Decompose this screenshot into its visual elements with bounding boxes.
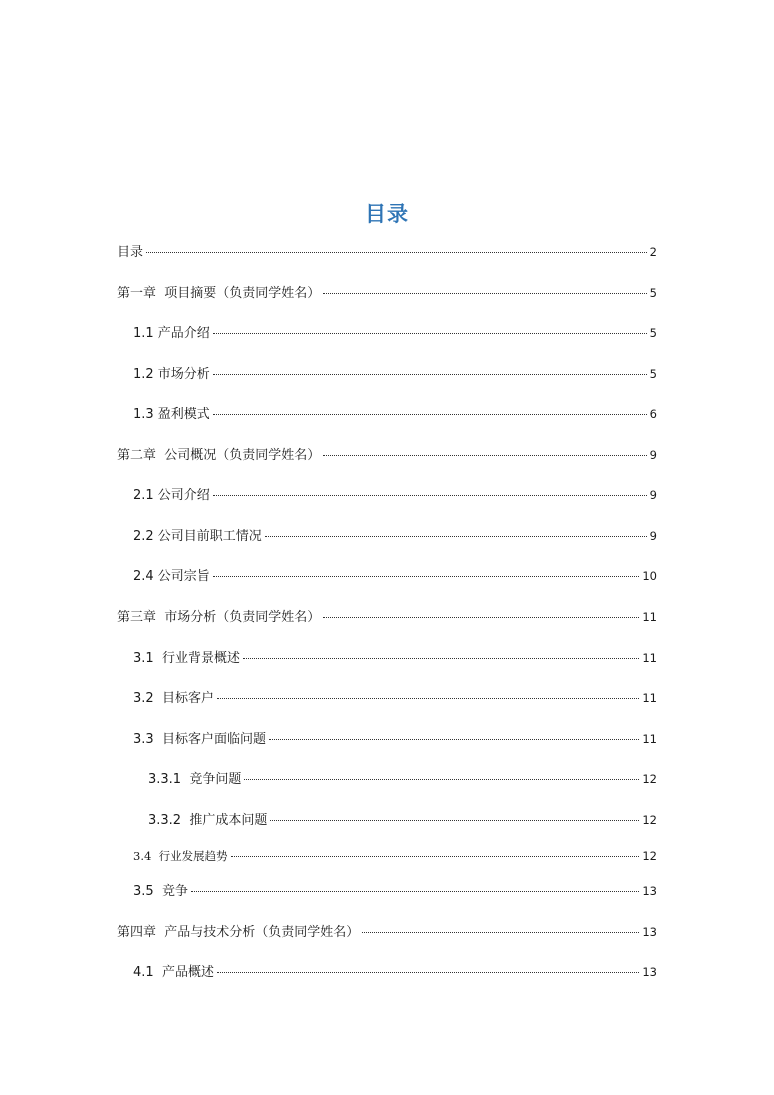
toc-entry-toc[interactable] xyxy=(117,243,657,261)
dot-leader xyxy=(217,972,639,973)
toc-entry-page: 10 xyxy=(642,569,657,583)
dot-leader xyxy=(191,891,639,892)
toc-entry-label: 3.1 行业背景概述 xyxy=(133,651,240,666)
toc-entry-section-1-1[interactable] xyxy=(133,324,657,342)
toc-entry-page: 5 xyxy=(649,286,657,300)
toc-entry-label: 1.3 盈利模式 xyxy=(133,407,210,422)
toc-entry-section-3-4[interactable] xyxy=(133,847,657,865)
toc-entry-section-1-2[interactable] xyxy=(133,365,657,383)
toc-entry-page: 2 xyxy=(649,245,657,259)
dot-leader xyxy=(243,658,639,659)
toc-entry-page: 13 xyxy=(642,884,657,898)
toc-entry-page: 11 xyxy=(642,610,657,624)
toc-entry-label: 目录 xyxy=(117,245,144,260)
dot-leader xyxy=(146,252,647,253)
toc-entry-label: 3.5 竞争 xyxy=(133,884,188,899)
toc-entry-label: 3.3.1 竞争问题 xyxy=(148,772,242,787)
toc-entry-section-3-1[interactable] xyxy=(133,649,657,667)
toc-title: 目录 xyxy=(365,202,409,226)
toc-entry-page: 9 xyxy=(649,448,657,462)
toc-entry-label: 2.4 公司宗旨 xyxy=(133,569,210,584)
toc-entry-page: 12 xyxy=(642,849,657,863)
dot-leader xyxy=(213,495,647,496)
toc-entry-label: 第二章 公司概况（负责同学姓名） xyxy=(117,448,321,463)
dot-leader xyxy=(244,779,639,780)
dot-leader xyxy=(213,374,647,375)
toc-entry-chapter-1[interactable] xyxy=(117,284,657,302)
toc-entry-section-3-2[interactable] xyxy=(133,689,657,707)
toc-entry-section-3-3-2[interactable] xyxy=(148,811,657,829)
toc-entry-section-2-2[interactable] xyxy=(133,527,657,545)
toc-entry-chapter-2[interactable] xyxy=(117,446,657,464)
toc-entry-label: 3.3 目标客户面临问题 xyxy=(133,732,266,747)
toc-entry-page: 12 xyxy=(642,772,657,786)
toc-entry-label: 1.1 产品介绍 xyxy=(133,326,210,341)
toc-entry-label: 2.1 公司介绍 xyxy=(133,488,210,503)
dot-leader xyxy=(213,414,647,415)
dot-leader xyxy=(269,739,639,740)
toc-entry-page: 12 xyxy=(642,813,657,827)
dot-leader xyxy=(213,576,640,577)
dot-leader xyxy=(217,698,639,699)
toc-entry-label: 4.1 产品概述 xyxy=(133,965,214,980)
toc-entry-label: 第四章 产品与技术分析（负责同学姓名） xyxy=(117,925,360,940)
toc-entry-page: 9 xyxy=(649,488,657,502)
toc-entry-page: 9 xyxy=(649,529,657,543)
toc-entry-chapter-3[interactable] xyxy=(117,608,657,626)
toc-entry-label: 第一章 项目摘要（负责同学姓名） xyxy=(117,286,321,301)
dot-leader xyxy=(265,536,647,537)
toc-entry-label: 1.2 市场分析 xyxy=(133,367,210,382)
toc-entry-chapter-4[interactable] xyxy=(117,923,657,941)
toc-entry-section-2-1[interactable] xyxy=(133,486,657,504)
toc-entry-label: 第三章 市场分析（负责同学姓名） xyxy=(117,610,321,625)
toc-entry-page: 13 xyxy=(642,965,657,979)
toc-entry-section-3-3[interactable] xyxy=(133,730,657,748)
toc-entry-section-4-1[interactable] xyxy=(133,963,657,981)
toc-entry-section-3-5[interactable] xyxy=(133,882,657,900)
dot-leader xyxy=(323,617,639,618)
dot-leader xyxy=(323,293,646,294)
toc-entry-label: 3.3.2 推广成本问题 xyxy=(148,813,268,828)
dot-leader xyxy=(213,333,647,334)
toc-entry-label: 3.2 目标客户 xyxy=(133,691,214,706)
toc-entry-section-3-3-1[interactable] xyxy=(148,770,657,788)
toc-entry-page: 5 xyxy=(649,367,657,381)
toc-entry-page: 5 xyxy=(649,326,657,340)
toc-entry-label: 3.4 行业发展趋势 xyxy=(133,849,228,863)
toc-entry-page: 11 xyxy=(642,651,657,665)
toc-entry-label: 2.2 公司目前职工情况 xyxy=(133,529,262,544)
toc-entry-section-2-4[interactable] xyxy=(133,567,657,585)
dot-leader xyxy=(231,856,640,857)
toc-entry-page: 13 xyxy=(642,925,657,939)
dot-leader xyxy=(323,455,646,456)
toc-entry-section-1-3[interactable] xyxy=(133,405,657,423)
toc-entry-page: 11 xyxy=(642,691,657,705)
toc-entry-page: 6 xyxy=(649,407,657,421)
dot-leader xyxy=(362,932,639,933)
dot-leader xyxy=(270,820,639,821)
toc-entry-page: 11 xyxy=(642,732,657,746)
